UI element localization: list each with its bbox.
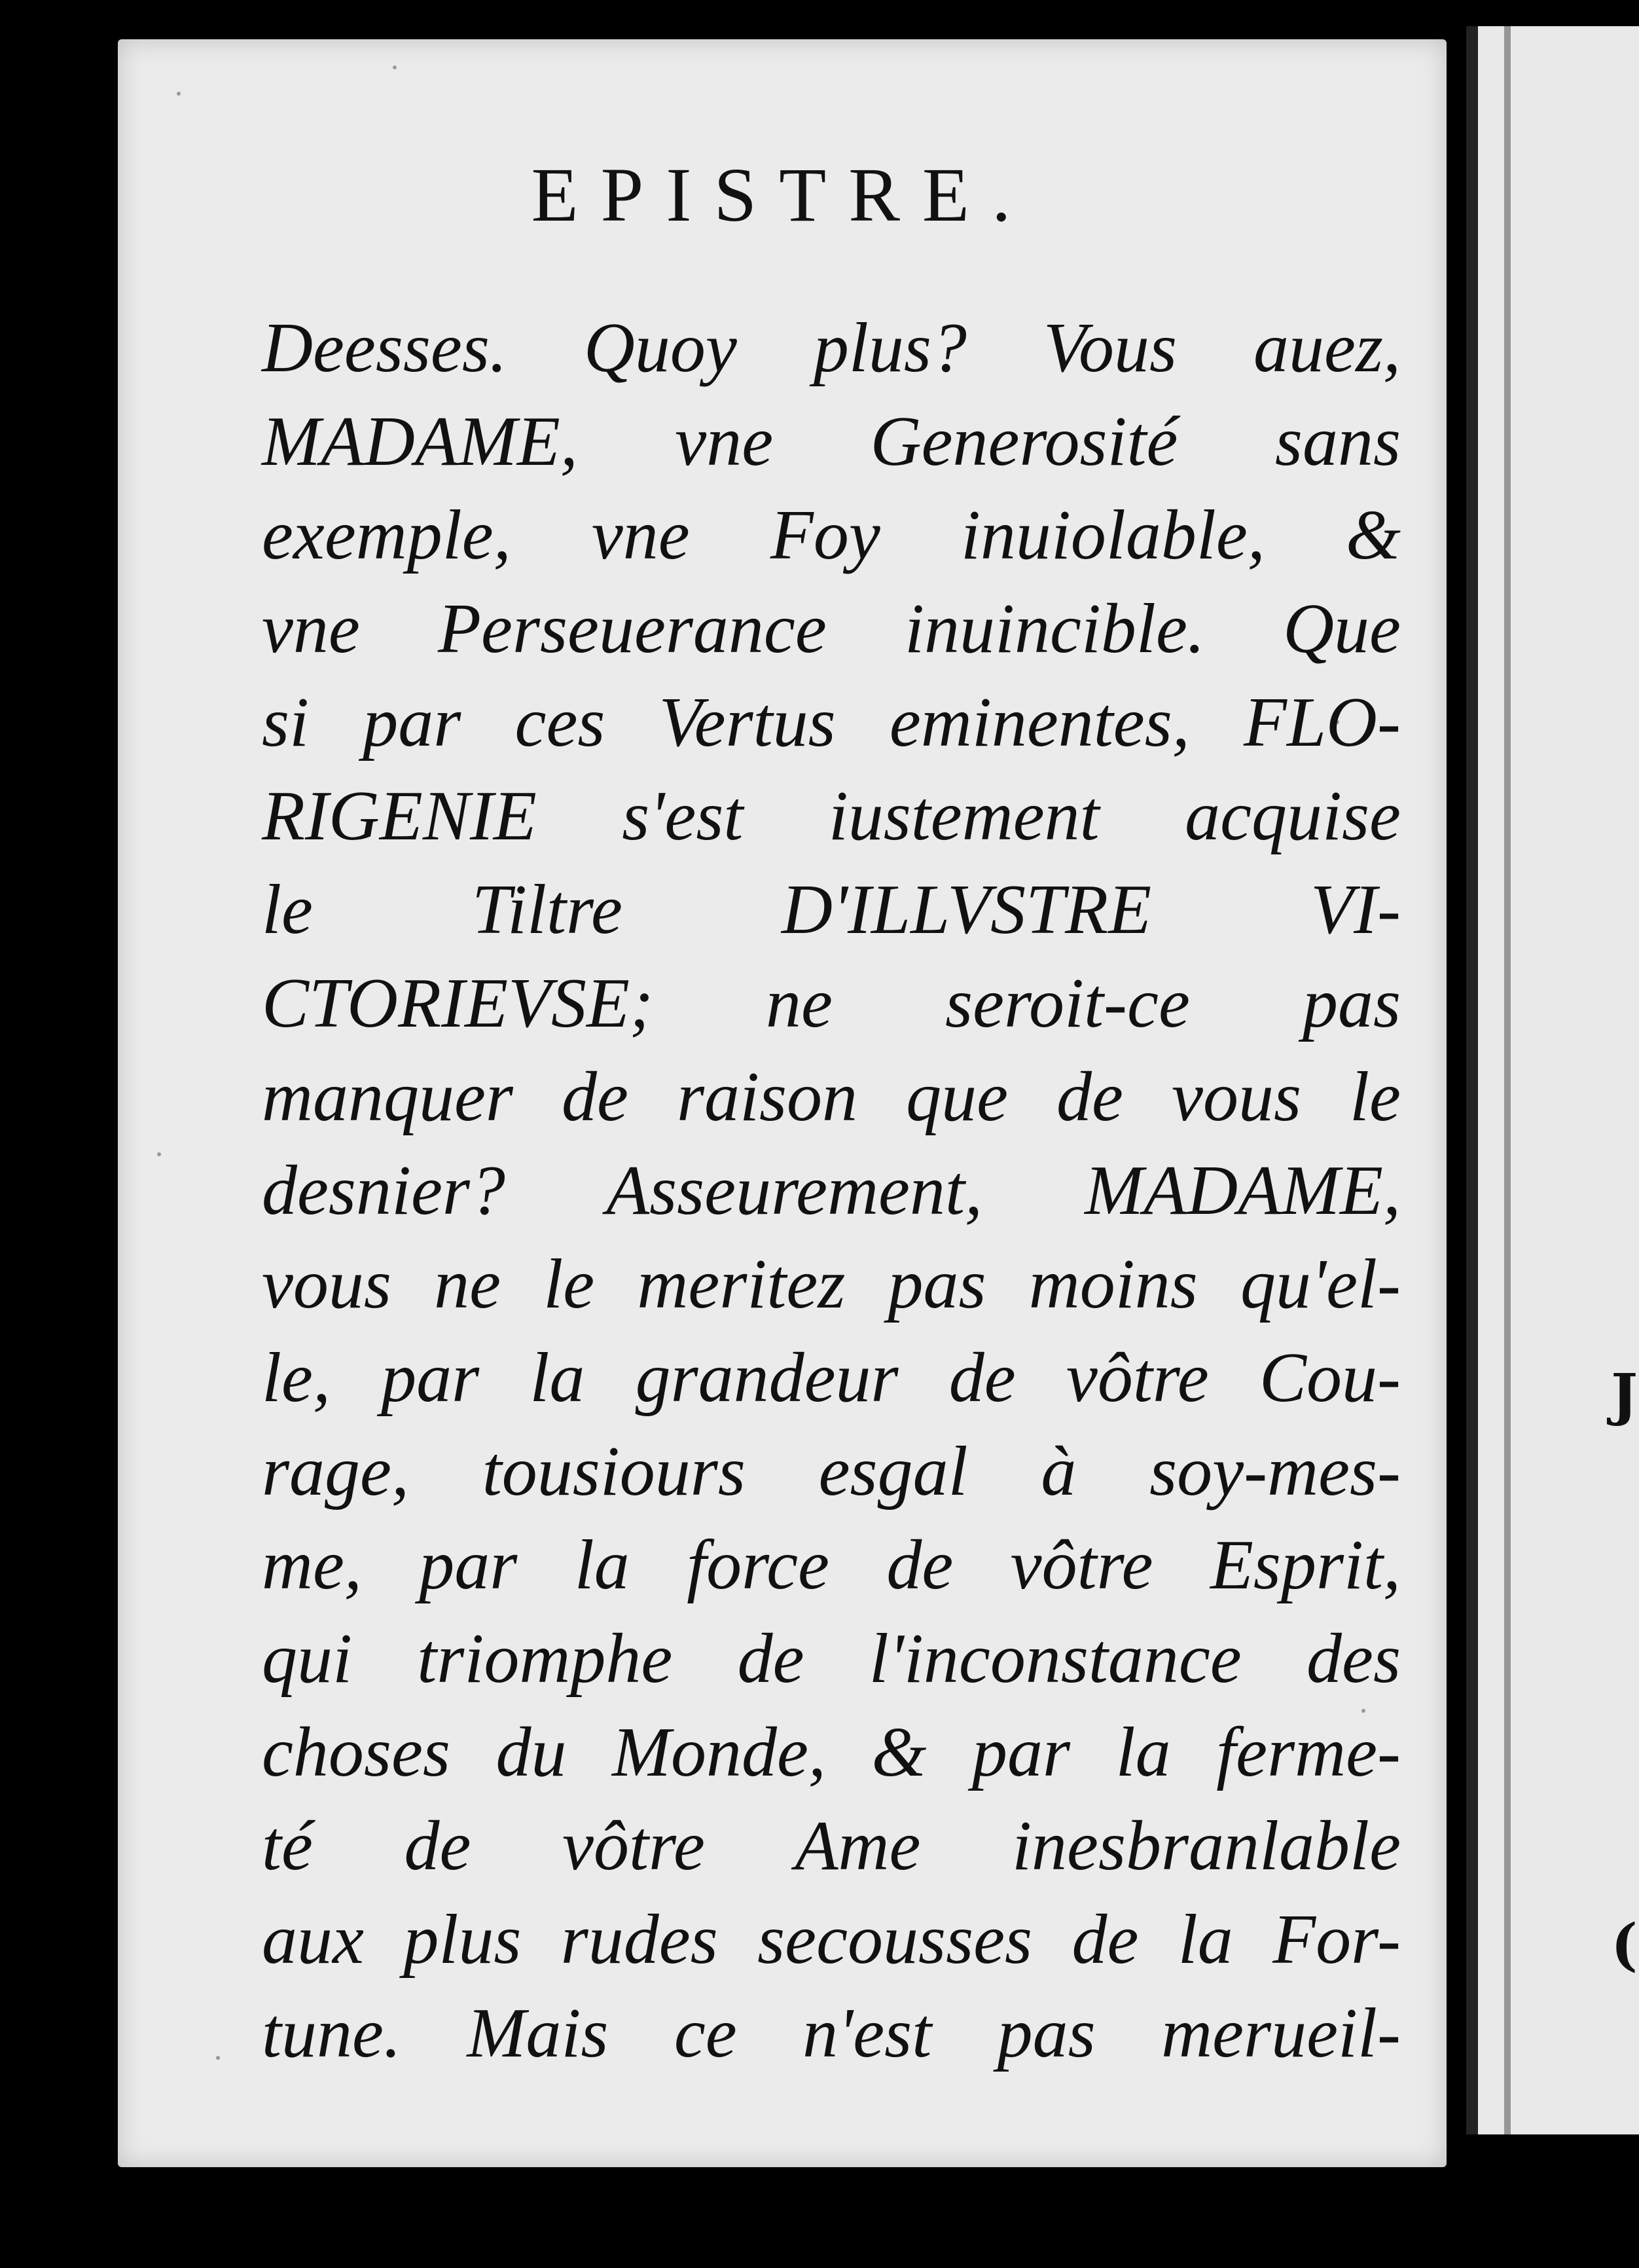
text-line: RIGENIE s'est iustement acquise: [262, 777, 1401, 855]
facing-page-fragment: (: [1611, 1912, 1638, 1978]
text-line: vous ne le meritez pas moins qu'el-: [262, 1245, 1401, 1323]
text-line: CTORIEVSE; ne seroit-ce pas: [262, 964, 1401, 1042]
binding-shadow: [1504, 26, 1511, 2134]
page-header: EPISTRE.: [531, 152, 1034, 238]
paper-speck: [177, 92, 181, 96]
body-text: [262, 301, 1401, 2080]
text-line: Deesses. Quoy plus? Vous auez,: [262, 309, 1401, 387]
text-line: le Tiltre D'ILLVSTRE VI-: [262, 871, 1401, 949]
text-line: qui triomphe de l'inconstance des: [262, 1620, 1401, 1698]
facing-page-edge: [1466, 26, 1639, 2134]
text-line: tune. Mais ce n'est pas merueil-: [262, 1994, 1401, 2072]
paper-speck: [216, 2056, 220, 2060]
text-line: vne Perseuerance inuincible. Que: [262, 590, 1401, 668]
facing-page-fragment: J: [1611, 1362, 1638, 1428]
text-line: desnier? Asseurement, MADAME,: [262, 1152, 1401, 1230]
text-line: choses du Monde, & par la ferme-: [262, 1713, 1401, 1791]
book-page: [118, 39, 1447, 2167]
text-line: le, par la grandeur de vôtre Cou-: [262, 1339, 1401, 1417]
text-line: rage, tousiours esgal à soy-mes-: [262, 1433, 1401, 1510]
paper-speck: [393, 65, 397, 69]
text-line: aux plus rudes secousses de la For-: [262, 1901, 1401, 1979]
text-line: me, par la force de vôtre Esprit,: [262, 1526, 1401, 1604]
text-line: exemple, vne Foy inuiolable, &: [262, 496, 1401, 574]
text-line: té de vôtre Ame inesbranlable: [262, 1807, 1401, 1885]
text-line: manquer de raison que de vous le: [262, 1058, 1401, 1136]
text-line: MADAME, vne Generosité sans: [262, 403, 1401, 481]
paper-speck: [157, 1152, 161, 1156]
text-line: si par ces Vertus eminentes, FLO-: [262, 684, 1401, 761]
